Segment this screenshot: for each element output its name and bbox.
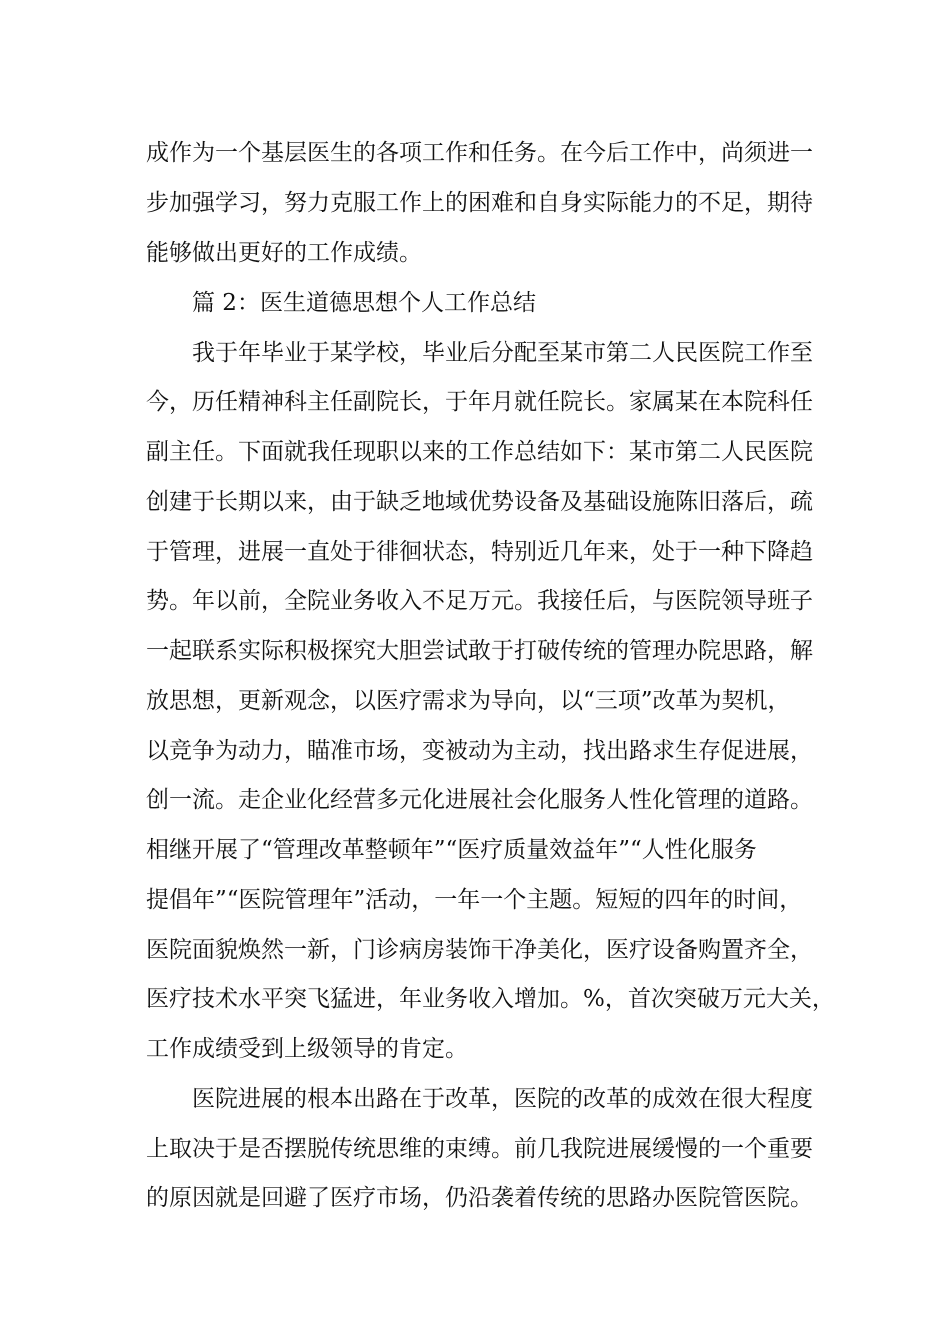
text-line: 步加强学习，努力克服工作上的困难和自身实际能力的不足，期待: [146, 190, 813, 216]
text-line: 医疗技术水平突飞猛进，年业务收入增加。%，首次突破万元大关，: [146, 986, 835, 1012]
text-line: 创建于长期以来，由于缺乏地域优势设备及基础设施陈旧落后，疏: [146, 489, 813, 515]
text-line: 创一流。走企业化经营多元化进展社会化服务人性化管理的道路。: [146, 787, 813, 813]
text-line: 医院进展的根本出路在于改革，医院的改革的成效在很大程度: [192, 1086, 813, 1112]
text-line: 以竞争为动力，瞄准市场，变被动为主动，找出路求生存促进展，: [146, 738, 813, 764]
text-line: 医院面貌焕然一新，门诊病房装饰干净美化，医疗设备购置齐全，: [146, 937, 813, 963]
text-line: 成作为一个基层医生的各项工作和任务。在今后工作中，尚须进一: [146, 140, 813, 166]
text-line: 副主任。下面就我任现职以来的工作总结如下：某市第二人民医院: [146, 439, 813, 465]
text-line: 提倡年”“医院管理年”活动，一年一个主题。短短的四年的时间，: [146, 887, 803, 913]
text-line: 相继开展了“管理改革整顿年”“医疗质量效益年”“人性化服务: [146, 837, 757, 863]
text-line: 的原因就是回避了医疗市场，仍沿袭着传统的思路办医院管医院。: [146, 1185, 813, 1211]
text-line: 能够做出更好的工作成绩。: [146, 240, 422, 266]
text-line: 势。年以前，全院业务收入不足万元。我接任后，与医院领导班子: [146, 588, 813, 614]
text-line: 我于年毕业于某学校，毕业后分配至某市第二人民医院工作至: [192, 340, 813, 366]
text-line: 上取决于是否摆脱传统思维的束缚。前几我院进展缓慢的一个重要: [146, 1136, 813, 1162]
text-line: 今，历任精神科主任副院长，于年月就任院长。家属某在本院科任: [146, 389, 813, 415]
text-line: 于管理，进展一直处于徘徊状态，特别近几年来，处于一种下降趋: [146, 539, 813, 565]
text-line: 工作成绩受到上级领导的肯定。: [146, 1036, 468, 1062]
section-heading: 篇 2：医生道德思想个人工作总结: [192, 290, 536, 316]
text-line: 放思想，更新观念，以医疗需求为导向，以“三项”改革为契机，: [146, 688, 791, 714]
text-line: 一起联系实际积极探究大胆尝试敢于打破传统的管理办院思路，解: [146, 638, 813, 664]
